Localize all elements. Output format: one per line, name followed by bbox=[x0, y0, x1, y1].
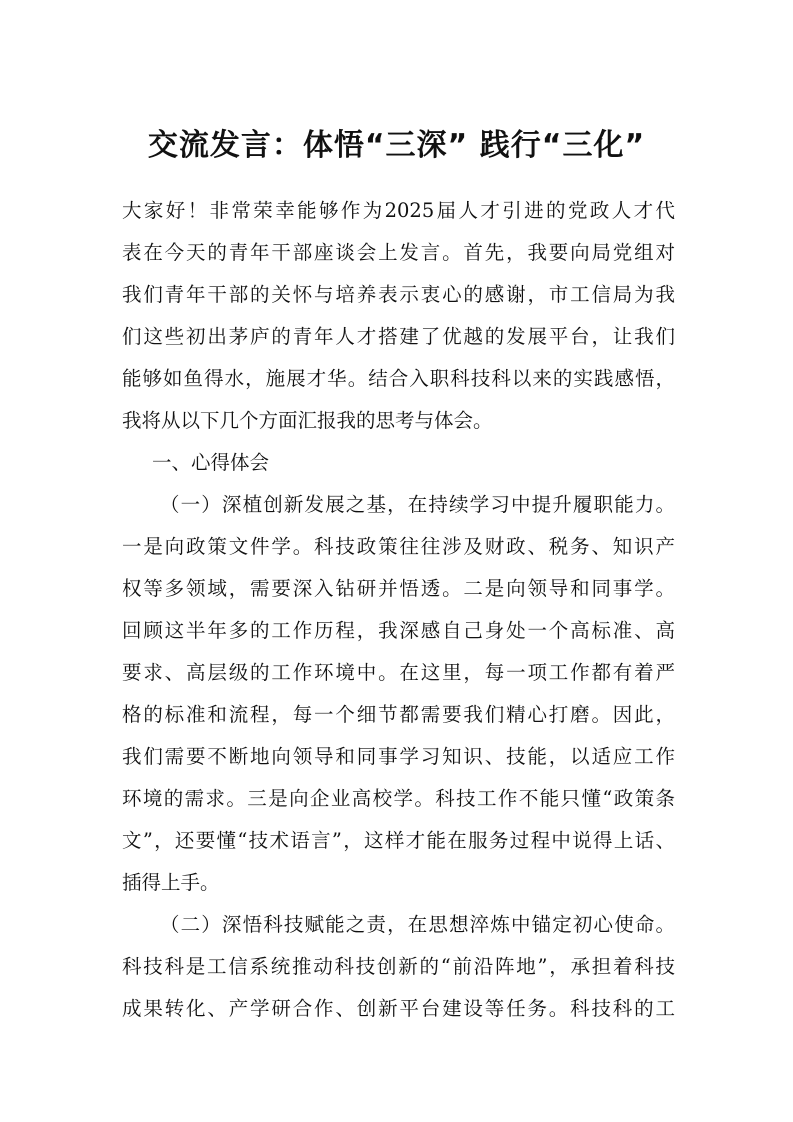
paragraph-line: 权等多领域，需要深入钻研并悟透。二是向领导和同事学。 bbox=[122, 577, 675, 600]
paragraph-line: 们这些初出茅庐的青年人才搭建了优越的发展平台，让我们 bbox=[122, 325, 675, 348]
paragraph-line: 大家好！非常荣幸能够作为2025届人才引进的党政人才代 bbox=[122, 199, 675, 222]
paragraph-line: 科技科是工信系统推动科技创新的“前沿阵地”，承担着科技 bbox=[122, 955, 675, 978]
paragraph-line: 我们青年干部的关怀与培养表示衷心的感谢，市工信局为我 bbox=[122, 283, 675, 306]
subsection-heading: （二）深悟科技赋能之责，在思想淬炼中锚定初心使命。 bbox=[160, 913, 675, 936]
paragraph-line: 环境的需求。三是向企业高校学。科技工作不能只懂“政策条 bbox=[122, 787, 675, 810]
subsection-heading: （一）深植创新发展之基，在持续学习中提升履职能力。 bbox=[160, 493, 675, 516]
section-heading: 一、心得体会 bbox=[152, 451, 270, 474]
document-title: 交流发言：体悟“三深” 践行“三化” bbox=[147, 128, 646, 163]
paragraph-line: 成果转化、产学研合作、创新平台建设等任务。科技科的工 bbox=[122, 997, 675, 1020]
paragraph-line: 格的标准和流程，每一个细节都需要我们精心打磨。因此， bbox=[122, 703, 675, 726]
paragraph-line: 我们需要不断地向领导和同事学习知识、技能，以适应工作 bbox=[122, 745, 675, 768]
paragraph-line: 回顾这半年多的工作历程，我深感自己身处一个高标准、高 bbox=[122, 619, 675, 642]
paragraph-line: 文”，还要懂“技术语言”，这样才能在服务过程中说得上话、 bbox=[122, 829, 675, 852]
paragraph-line: 一是向政策文件学。科技政策往往涉及财政、税务、知识产 bbox=[122, 535, 675, 558]
paragraph-line: 我将从以下几个方面汇报我的思考与体会。 bbox=[122, 409, 493, 432]
paragraph-line: 插得上手。 bbox=[122, 871, 220, 894]
paragraph-line: 表在今天的青年干部座谈会上发言。首先，我要向局党组对 bbox=[122, 241, 675, 264]
paragraph-line: 能够如鱼得水，施展才华。结合入职科技科以来的实践感悟， bbox=[122, 367, 675, 390]
paragraph-line: 要求、高层级的工作环境中。在这里，每一项工作都有着严 bbox=[122, 661, 675, 684]
